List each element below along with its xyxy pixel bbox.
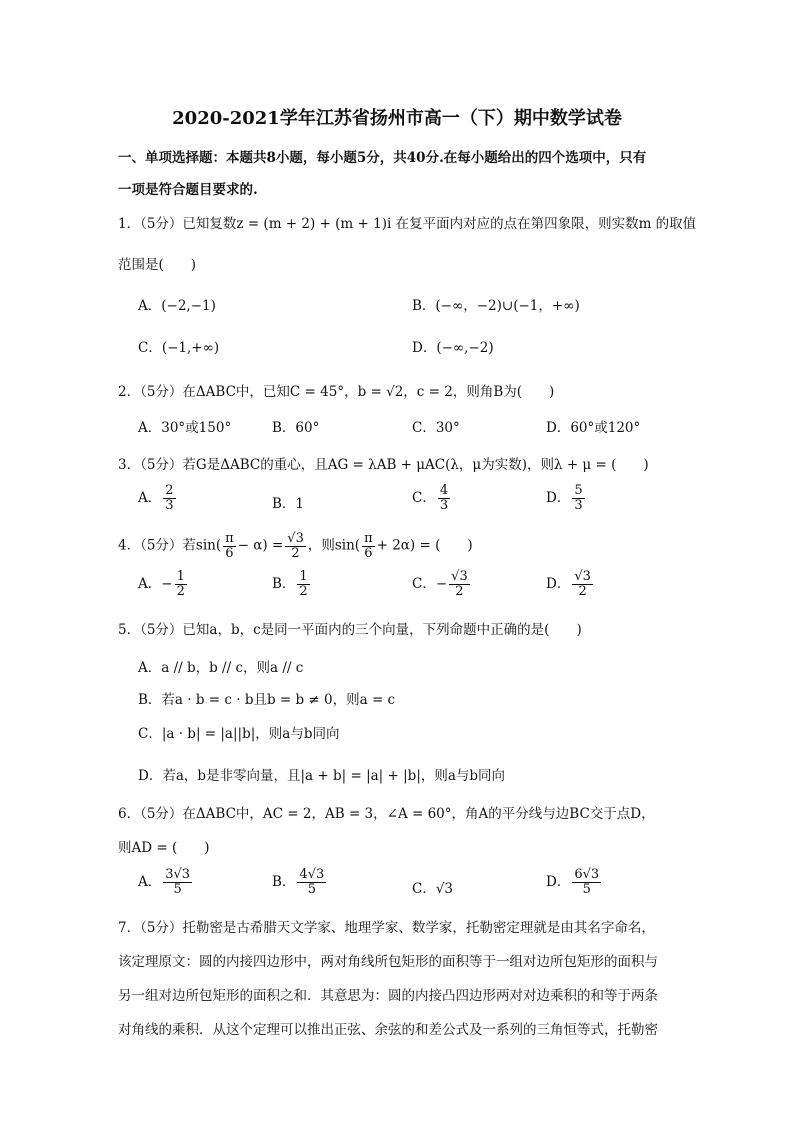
q1-stem-line2: 范围是( ) <box>118 257 197 273</box>
q4-b-den: 2 <box>299 583 308 599</box>
q4-option-b-label: B． <box>272 575 296 592</box>
q3-option-c-numerator: 4 <box>439 483 449 498</box>
q6-d-den: 5 <box>582 881 591 897</box>
q3-option-a-label: A． <box>138 489 162 506</box>
q3-option-c[interactable] <box>412 484 452 512</box>
q6-option-c[interactable]: C．√3 <box>412 881 454 897</box>
q7-stem-line4: 对角线的乘积．从这个定理可以推出正弦、余弦的和差公式及一系列的三角恒等式，托勒密 <box>118 1022 658 1038</box>
q6-d-num: 6√3 <box>574 867 600 882</box>
q4-f1-num: π <box>225 531 234 546</box>
q3-option-b[interactable]: B．1 <box>272 496 305 512</box>
q6-stem-line2: 则AD = ( ) <box>118 840 210 856</box>
q5-option-d[interactable]: D．若a，b是非零向量，且|a + b| = |a| + |b|，则a与b同向 <box>138 768 506 784</box>
page-title: 2020-2021学年江苏省扬州市高一（下）期中数学试卷 <box>172 108 622 129</box>
q3-option-d-denominator: 3 <box>574 497 583 513</box>
q4-option-c-fraction <box>449 570 470 598</box>
q1-option-b[interactable]: B．(−∞，−2)∪(−1，+∞) <box>412 298 580 314</box>
q7-stem-line1: 7．（5分）托勒密是古希腊天文学家、地理学家、数学家，托勒密定理就是由其名字命名， <box>118 920 655 936</box>
q3-stem: 3．（5分）若G是ΔABC的重心，且AG = λAB + μAC(λ，μ为实数)，则λ + μ = ( ) <box>118 457 649 473</box>
q4-c-num: √3 <box>451 569 468 584</box>
q3-option-d[interactable] <box>546 484 587 512</box>
q5-option-a[interactable]: A．a // b，b // c，则a // c <box>138 660 304 676</box>
q6-b-den: 5 <box>307 881 316 897</box>
q5-option-c[interactable]: C．|a · b| = |a||b|，则a与b同向 <box>138 726 340 742</box>
q6-option-a-fraction <box>163 868 192 896</box>
q4-option-a-fraction <box>175 570 187 598</box>
q3-option-c-fraction <box>438 484 450 512</box>
q5-stem: 5．（5分）已知a，b，c是同一平面内的三个向量，下列命题中正确的是( ) <box>118 622 582 638</box>
q6-option-b[interactable] <box>272 868 328 896</box>
q4-option-c[interactable] <box>412 570 472 598</box>
q6-b-num: 4√3 <box>299 867 325 882</box>
q4-f3-num: π <box>364 531 373 546</box>
q3-option-d-numerator: 5 <box>574 483 583 498</box>
q3-option-a-denominator: 3 <box>165 497 174 513</box>
q3-option-c-label: C． <box>412 489 436 506</box>
q6-a-den: 5 <box>173 881 182 897</box>
q6-option-b-label: B． <box>272 873 296 890</box>
q4-option-a-label: A．− <box>138 575 173 592</box>
q1-option-d[interactable]: D．(−∞,−2) <box>412 340 494 356</box>
q4-option-c-label: C．− <box>412 575 448 592</box>
section-heading-line1: 一、单项选择题：本题共8小题，每小题5分，共40分.在每小题给出的四个选项中，只有 <box>118 150 647 166</box>
q3-option-a-fraction <box>163 484 175 512</box>
q2-option-c[interactable]: C．30° <box>412 420 460 436</box>
q2-option-d[interactable]: D．60°或120° <box>546 420 641 436</box>
q4-option-d-label: D． <box>546 575 571 592</box>
q2-option-a[interactable]: A．30°或150° <box>138 420 232 436</box>
q4-stem-part2: − α) = <box>237 537 284 554</box>
q6-option-b-fraction <box>297 868 326 896</box>
q1-option-c[interactable]: C．(−1,+∞) <box>138 340 220 356</box>
q7-stem-line3: 另一组对边所包矩形的面积之和．其意思为：圆的内接凸四边形两对对边乘积的和等于两条 <box>118 988 658 1004</box>
q4-f2-num: √3 <box>287 531 304 546</box>
q4-a-num: 1 <box>176 569 185 584</box>
q4-f2-den: 2 <box>291 545 300 561</box>
q4-stem-part4: + 2α) = ( ) <box>376 537 473 554</box>
q1-option-a[interactable]: A．(−2,−1) <box>138 298 216 314</box>
q2-stem: 2．（5分）在ΔABC中，已知C = 45°，b = √2，c = 2，则角B为( ) <box>118 384 555 400</box>
q3-option-d-fraction <box>572 484 584 512</box>
q3-option-d-label: D． <box>546 489 571 506</box>
q6-option-a[interactable] <box>138 868 194 896</box>
q4-a-den: 2 <box>176 583 185 599</box>
q4-f3-den: 6 <box>364 545 373 561</box>
q4-option-d[interactable] <box>546 570 595 598</box>
q4-stem-fraction1 <box>223 532 236 560</box>
q4-b-num: 1 <box>299 569 308 584</box>
q4-option-b[interactable] <box>272 570 312 598</box>
q4-stem-fraction2 <box>285 532 306 560</box>
q2-option-b[interactable]: B．60° <box>272 420 320 436</box>
q6-stem-line1: 6．（5分）在ΔABC中，AC = 2，AB = 3，∠A = 60°，角A的平分线与边BC交于点D， <box>118 806 655 822</box>
q4-c-den: 2 <box>455 583 464 599</box>
q4-option-a[interactable] <box>138 570 189 598</box>
q6-a-num: 3√3 <box>165 867 191 882</box>
q4-f1-den: 6 <box>225 545 234 561</box>
q7-stem-line2: 该定理原文：圆的内接四边形中，两对角线所包矩形的面积等于一组对边所包矩形的面积与 <box>118 954 658 970</box>
q4-stem <box>118 532 473 560</box>
q4-stem-part3: ，则sin( <box>307 537 361 554</box>
q4-option-d-fraction <box>572 570 593 598</box>
q6-option-d-fraction <box>572 868 601 896</box>
q3-option-a[interactable] <box>138 484 178 512</box>
q6-option-d[interactable] <box>546 868 603 896</box>
q5-option-b[interactable]: B．若a · b = c · b且b = b ≠ 0，则a = c <box>138 692 396 708</box>
q3-option-a-numerator: 2 <box>165 483 174 498</box>
q4-d-den: 2 <box>578 583 587 599</box>
q4-stem-fraction3 <box>362 532 375 560</box>
q6-option-d-label: D． <box>546 873 571 890</box>
q4-option-b-fraction <box>297 570 309 598</box>
q6-option-a-label: A． <box>138 873 162 890</box>
q4-d-num: √3 <box>574 569 591 584</box>
q4-stem-part1: 4．（5分）若sin( <box>118 537 222 554</box>
section-heading-line2: 一项是符合题目要求的. <box>118 182 258 198</box>
q3-option-c-denominator: 3 <box>439 497 449 513</box>
q1-stem-line1: 1．（5分）已知复数z = (m + 2) + (m + 1)i 在复平面内对应的点在第四象限，则实数m 的取值 <box>118 216 697 232</box>
